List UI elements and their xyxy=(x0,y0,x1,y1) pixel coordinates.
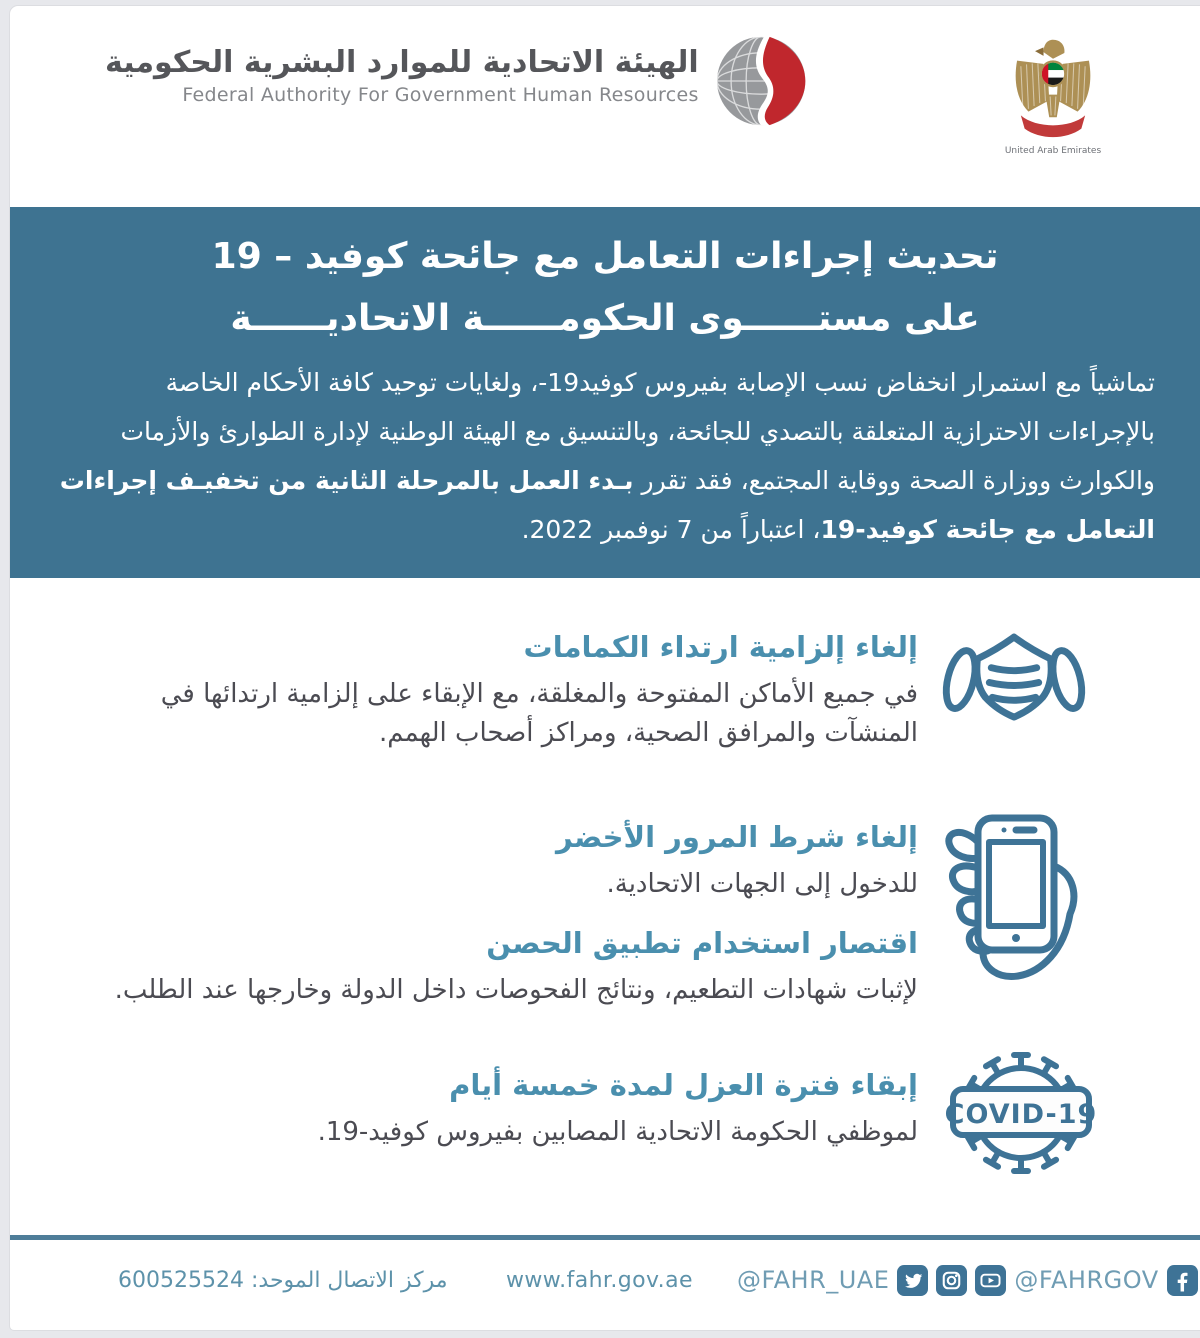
youtube-icon xyxy=(975,1265,1006,1296)
banner-title-line2: على مستــــــوى الحكومــــــة الاتحاديــــــة xyxy=(230,297,980,339)
phone-in-hand-icon xyxy=(934,808,1089,1007)
title-banner xyxy=(10,207,1200,578)
emblem-caption: United Arab Emirates xyxy=(1004,146,1102,156)
section-isolation-body: لموظفي الحكومة الاتحادية المصابين بفيروس كوفيد-19. xyxy=(317,1116,918,1147)
covid-badge-label: COVID-19 xyxy=(946,1099,1096,1130)
section-masks-body: في جميع الأماكن المفتوحة والمغلقة، مع الإبقاء على إلزامية ارتدائها في المنشآت والمرافق الصحية، ومراكز أصحاب الهمم. xyxy=(160,678,918,748)
section-green-pass-body: للدخول إلى الجهات الاتحادية. xyxy=(606,868,918,899)
section-alhosn-heading: اقتصار استخدام تطبيق الحصن xyxy=(486,925,918,960)
section-masks xyxy=(78,630,918,753)
org-name-arabic: الهيئة الاتحادية للموارد البشرية الحكومية xyxy=(105,45,699,80)
banner-paragraph-normal2: ، اعتباراً من 7 نوفمبر 2022. xyxy=(521,515,821,545)
covid-virus-icon xyxy=(946,1038,1096,1192)
banner-paragraph xyxy=(55,358,1155,554)
section-isolation-heading: إبقاء فترة العزل لمدة خمسة أيام xyxy=(449,1068,918,1102)
uae-falcon-emblem-icon xyxy=(1007,36,1099,144)
facebook-handle: @FAHRGOV xyxy=(1014,1266,1159,1294)
section-masks-heading: إلغاء إلزامية ارتداء الكمامات xyxy=(523,630,918,664)
face-mask-icon xyxy=(935,622,1093,750)
facebook-icon xyxy=(1167,1265,1198,1296)
social-media-bar xyxy=(737,1258,1198,1302)
section-green-pass xyxy=(78,820,918,1010)
org-name-english: Federal Authority For Government Human Resources xyxy=(182,83,699,106)
call-center-number: مركز الاتصال الموحد: 600525524 xyxy=(118,1267,448,1293)
fahr-logo-text xyxy=(105,34,699,106)
document xyxy=(10,6,1200,1330)
twitter-handle: @FAHR_UAE xyxy=(737,1266,890,1294)
section-alhosn-body: لإثبات شهادات التطعيم، ونتائج الفحوصات داخل الدولة وخارجها عند الطلب. xyxy=(114,974,918,1005)
banner-paragraph-bold: بـدء العمل بالمرحلة الثانية من تخفيـف إجراءات التعامل مع جائحة كوفيد-19 xyxy=(59,466,1155,545)
section-isolation xyxy=(78,1068,918,1152)
uae-emblem xyxy=(998,36,1108,156)
fahr-logo xyxy=(105,34,811,132)
footer-divider xyxy=(10,1235,1200,1240)
fahr-globe-logo-icon xyxy=(717,34,811,132)
twitter-icon xyxy=(897,1265,928,1296)
banner-paragraph-normal1: تماشياً مع استمرار انخفاض نسب الإصابة بفيروس كوفيد19-، ولغايات توحيد كافة الأحكام الخاصة بالإجراءات الاحترازية المتعلقة بالتصدي للجائحة، وبالتنسيق مع الهيئة الوطنية لإدارة الطوارئ والأزمات والكوارث ووزارة الصحة ووقاية المجتمع، فقد تقرر xyxy=(120,368,1155,496)
banner-title-line1: تحديث إجراءات التعامل مع جائحة كوفيد – 19 xyxy=(211,236,999,277)
website-url: www.fahr.gov.ae xyxy=(506,1267,693,1293)
section-green-pass-heading: إلغاء شرط المرور الأخضر xyxy=(556,820,918,854)
instagram-icon xyxy=(936,1265,967,1296)
